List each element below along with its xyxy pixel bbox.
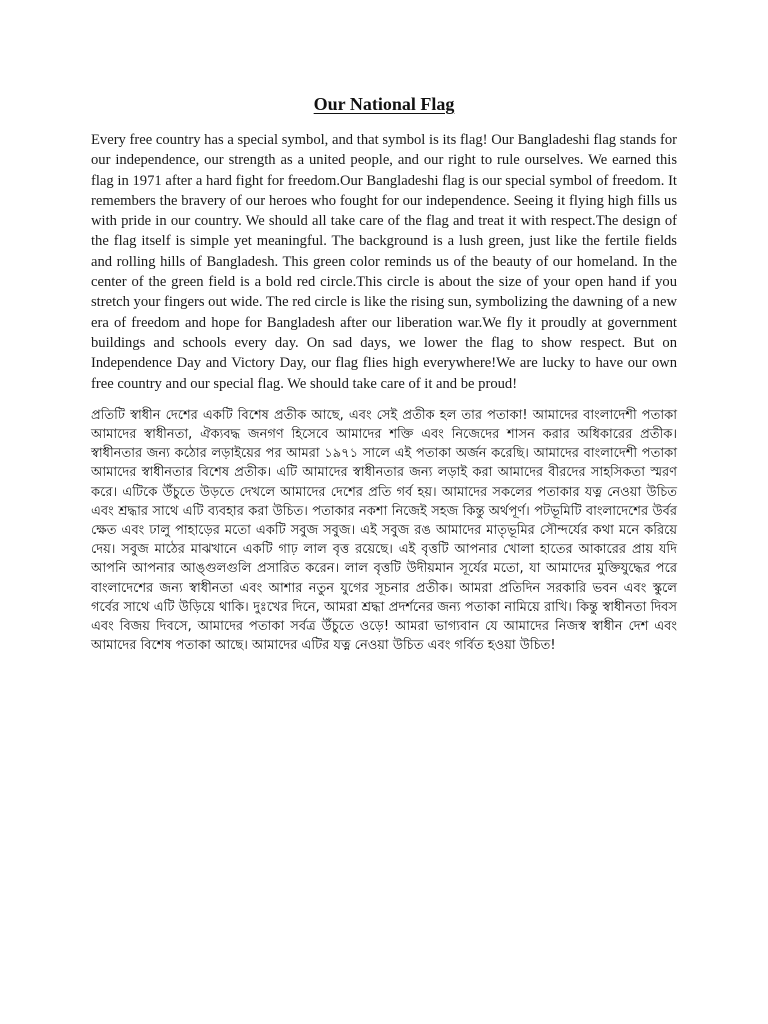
bengali-paragraph: প্রতিটি স্বাধীন দেশের একটি বিশেষ প্রতীক আছে, এবং সেই প্রতীক হল তার পতাকা! আমাদের বাংলাদেশী পতাকা আমাদের স্বাধীনতা, ঐক্যবদ্ধ জনগণ হিসেবে আমাদের শক্তি এবং নিজেদের শাসন করার অধিকারের প্রতীক। স্বাধীনতার জন্য কঠোর লড়াইয়ের পর আমরা ১৯৭১ সালে এই পতাকা অর্জন করেছি। আমাদের বাংলাদেশী পতাকা আমাদের স্বাধীনতার বিশেষ প্রতীক। এটি আমাদের স্বাধীনতার জন্য লড়াই করা আমাদের বীরদের সাহসিকতা স্মরণ করে। এটিকে উঁচুতে উড়তে দেখলে আমাদের দেশের প্রতি গর্ব হয়। আমাদের সকলের পতাকার যত্ন নেওয়া উচিত এবং শ্রদ্ধার সাথে এটি ব্যবহার করা উচিত। পতাকার নকশা নিজেই সহজ কিন্তু অর্থপূর্ণ। পটভূমিটি বাংলাদেশের উর্বর ক্ষেত এবং ঢালু পাহাড়ের মতো একটি সবুজ সবুজ। এই সবুজ রঙ আমাদের মাতৃভূমির সৌন্দর্যের কথা মনে করিয়ে দেয়। সবুজ মাঠের মাঝখানে একটি গাঢ় লাল বৃত্ত রয়েছে। এই বৃত্তটি আপনার খোলা হাতের আকারের প্রায় যদি আপনি আপনার আঙ্গুলগুলি প্রসারিত করেন। লাল বৃত্তটি উদীয়মান সূর্যের মতো, যা আমাদের মুক্তিযুদ্ধের পরে বাংলাদেশের জন্য স্বাধীনতা এবং আশার নতুন যুগের সূচনার প্রতীক। আমরা প্রতিদিন সরকারি ভবন এবং স্কুলে গর্বের সাথে এটি উড়িয়ে থাকি। দুঃখের দিনে, আমরা শ্রদ্ধা প্রদর্শনের জন্য পতাকা নামিয়ে রাখি। কিন্তু স্বাধীনতা দিবস এবং বিজয় দিবসে, আমাদের পতাকা সর্বত্র উঁচুতে ওড়ে! আমরা ভাগ্যবান যে আমাদের নিজস্ব স্বাধীন দেশ এবং আমাদের বিশেষ পতাকা আছে। আমাদের এটির যত্ন নেওয়া উচিত এবং গর্বিত হওয়া উচিত! [91,407,677,654]
english-paragraph: Every free country has a special symbol, and that symbol is its flag! Our Bangladeshi flag stands for our independence, our strength as a united people, and our right to rule ourselves. We earned this flag in 1971 after a hard fight for freedom.Our Bangladeshi flag is our special symbol of freedom. It remembers the bravery of our heroes who fought for our independence. Seeing it flying high fills us with pride in our country. We should all take care of the flag and treat it with respect.The design of the flag itself is simple yet meaningful. The background is a lush green, just like the fertile fields and rolling hills of Bangladesh. This green color reminds us of the beauty of our homeland. In the center of the green field is a bold red circle.This circle is about the size of your open hand if you stretch your fingers out wide. The red circle is like the rising sun, symbolizing the dawning of a new era of freedom and hope for Bangladesh after our liberation war.We fly it proudly at government buildings and schools every day. On sad days, we lower the flag to show respect. But on Independence Day and Victory Day, our flag flies high everywhere!We are lucky to have our own free country and our special flag. We should take care of it and be proud! [91,132,677,392]
document-title: Our National Flag [313,94,455,114]
